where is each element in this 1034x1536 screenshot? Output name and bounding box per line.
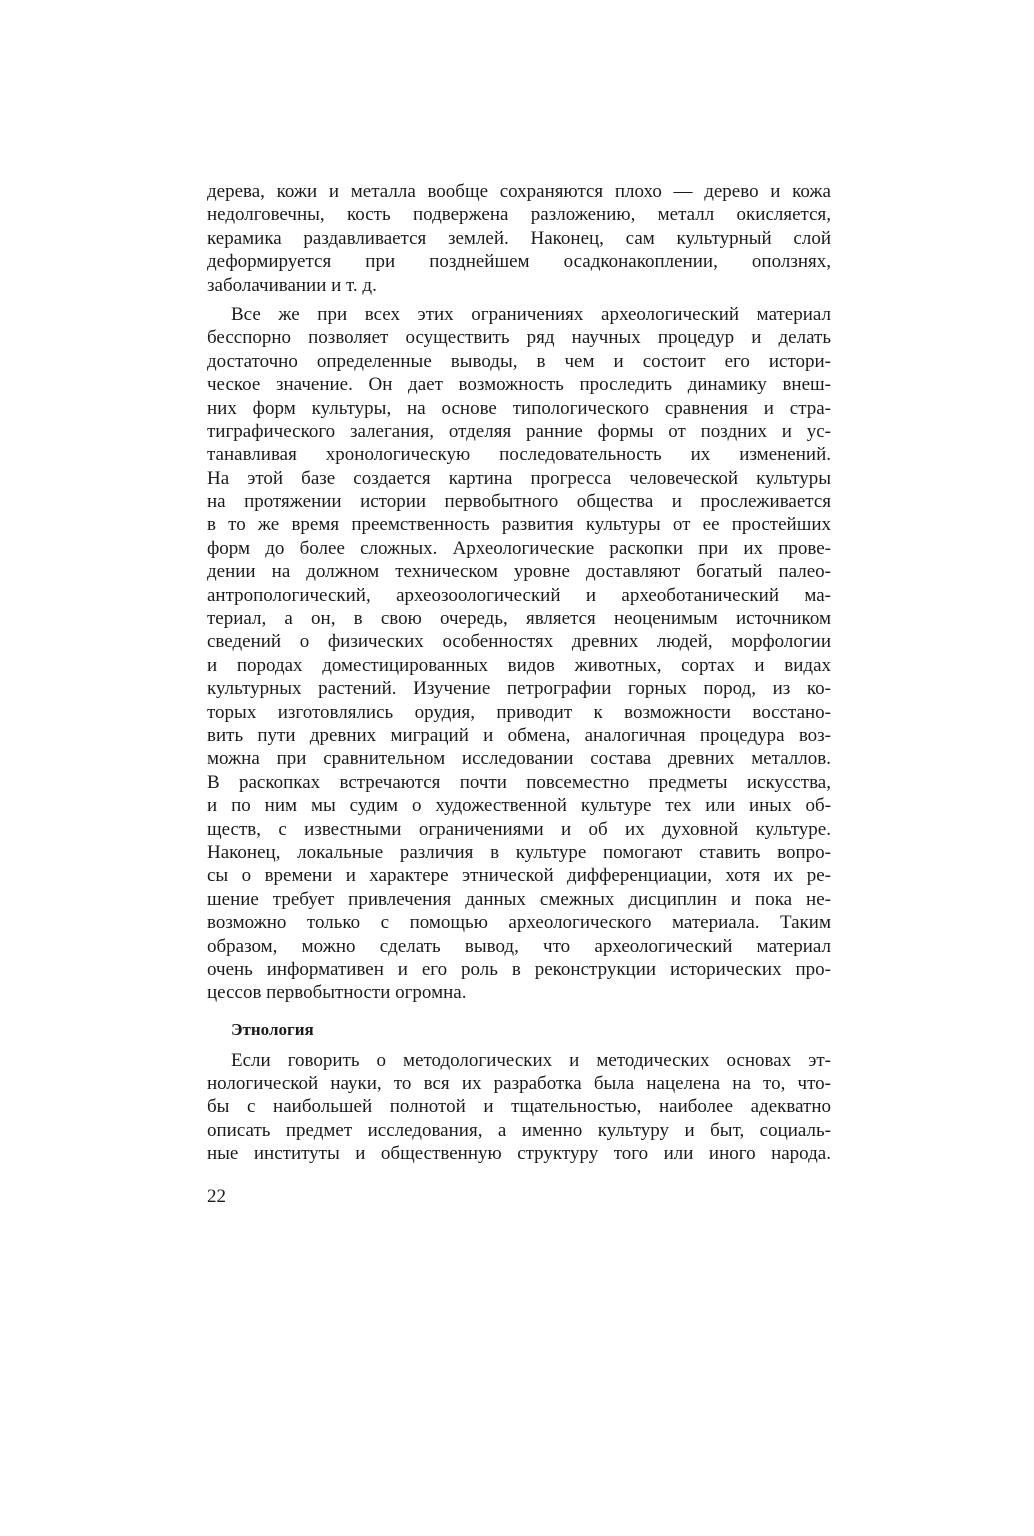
section-paragraph [207,1049,831,1166]
text-line: заболачивании и т. д. [207,274,377,296]
text-line: шение требует привлечения данных смежных дисциплин и пока не- [207,888,831,910]
text-body [207,180,831,1166]
paragraph-2 [207,303,831,1005]
section-heading: Этнология [231,1019,314,1039]
text-line: дерева, кожи и металла вообще сохраняются плохо — дерево и кожа [207,181,831,202]
text-line: очень информативен и его роль в реконструкции исторических про- [207,958,831,980]
text-line: них форм культуры, на основе типологического сравнения и стра- [207,397,831,419]
text-line: торых изготовлялись орудия, приводит к возможности восстано- [207,701,831,723]
text-line: Если говорить о методологических и методических основах эт- [231,1049,831,1071]
text-line: танавливая хронологическую последовательность их изменений. [207,444,831,466]
text-line: Все же при всех этих ограничениях археологический материал [231,303,831,325]
text-line: ные институты и общественную структуру того или иного народа. [207,1143,831,1165]
text-line: сведений о физических особенностях древних людей, морфологии [207,631,831,653]
text-line: описать предмет исследования, а именно культуру и быт, социаль- [207,1119,831,1141]
text-line: возможно только с помощью археологического материала. Таким [207,912,831,934]
text-line: ществ, с известными ограничениями и об их духовной культуре. [207,818,831,840]
text-line: антропологический, археозоологический и археоботанический ма- [207,584,831,606]
page-number: 22 [207,1186,226,1207]
text-line: культурных растений. Изучение петрографии горных пород, из ко- [207,678,831,700]
text-line: в то же время преемственность развития культуры от ее простейших [207,514,831,536]
paragraph-1 [207,180,831,297]
text-line: В раскопках встречаются почти повсеместно предметы искусства, [207,771,831,793]
text-line: бесспорно позволяет осуществить ряд научных процедур и делать [207,327,831,349]
text-line: недолговечны, кость подвержена разложению, металл окисляется, [207,204,831,226]
text-line: бы с наибольшей полнотой и тщательностью, наиболее адекватно [207,1096,831,1118]
text-line: деформируется при позднейшем осадконакоплении, оползнях, [207,251,831,273]
text-line: керамика раздавливается землей. Наконец, сам культурный слой [207,227,831,249]
text-line: можна при сравнительном исследовании состава древних металлов. [207,748,831,770]
text-line: цессов первобытности огромна. [207,982,467,1004]
text-line: и породах доместицированных видов животных, сортах и видах [207,654,831,676]
text-line: и по ним мы судим о художественной культуре тех или иных об- [207,795,831,817]
text-line: Наконец, локальные различия в культуре помогают ставить вопро- [207,841,831,863]
text-line: дении на должном техническом уровне доставляют богатый палео- [207,561,831,583]
text-line: образом, можно сделать вывод, что археологический материал [207,935,831,957]
text-line: тиграфического залегания, отделяя ранние формы от поздних и ус- [207,420,831,442]
text-line: вить пути древних миграций и обмена, аналогичная процедура воз- [207,724,831,746]
text-line: форм до более сложных. Археологические раскопки при их прове- [207,537,831,559]
text-line: ческое значение. Он дает возможность проследить динамику внеш- [207,374,831,396]
text-line: на протяжении истории первобытного общества и прослеживается [207,491,831,513]
text-line: териал, а он, в свою очередь, является неоценимым источником [207,608,831,630]
text-line: достаточно определенные выводы, в чем и состоит его истори- [207,350,831,372]
text-line: На этой базе создается картина прогресса человеческой культуры [207,467,831,489]
text-line: сы о времени и характере этнической дифференциации, хотя их ре- [207,865,831,887]
text-line: нологической науки, то вся их разработка была нацелена на то, что- [207,1073,831,1095]
